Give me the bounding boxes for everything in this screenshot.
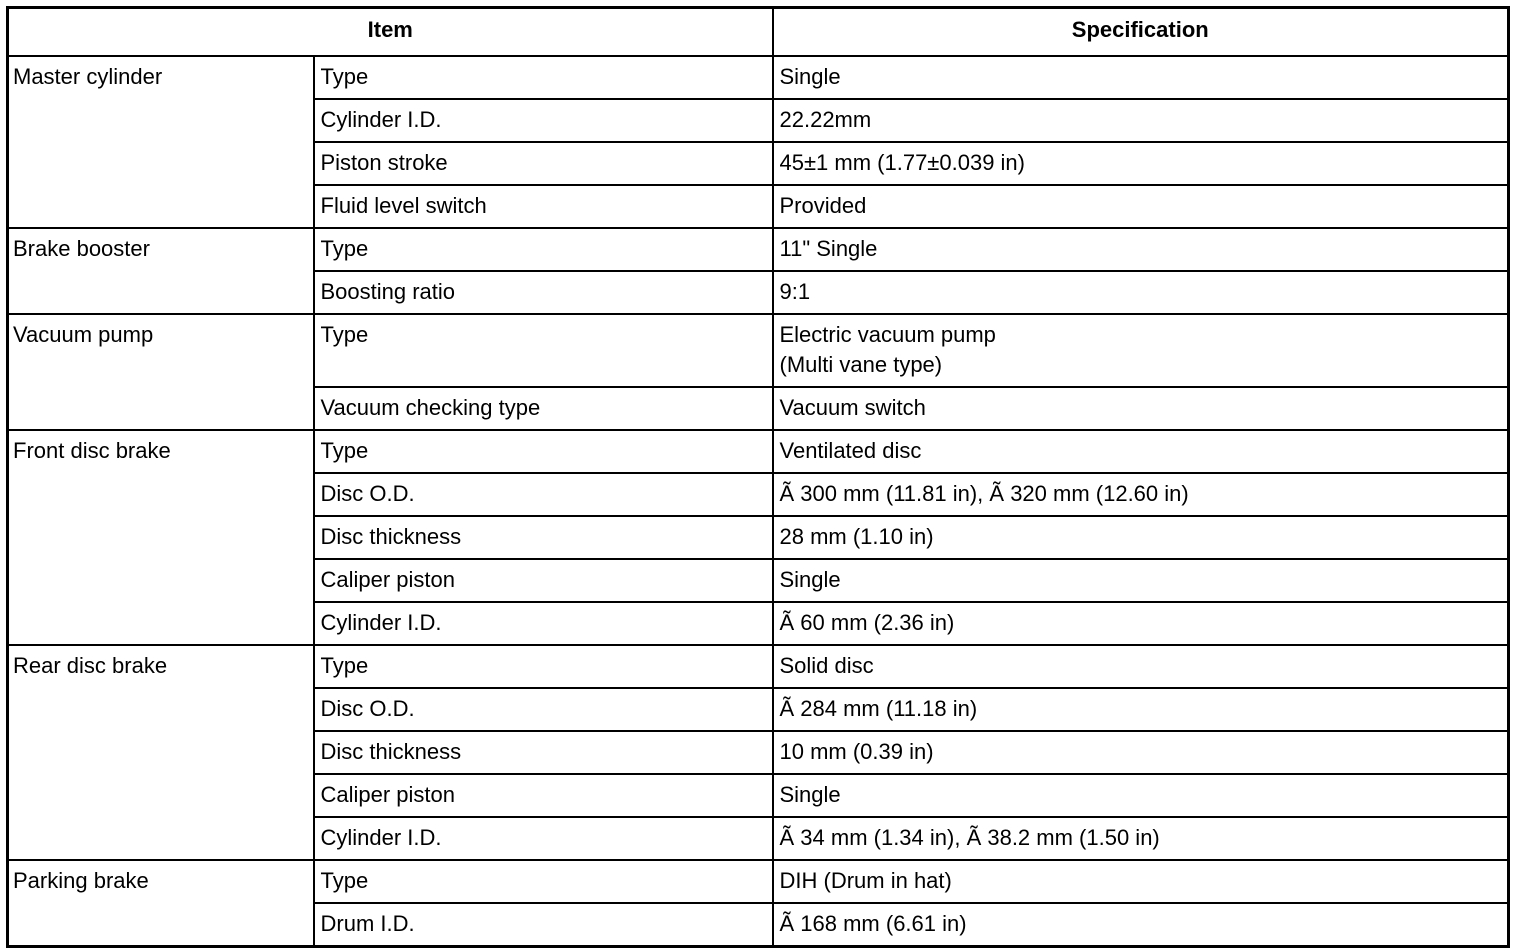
item-cell: Cylinder I.D. xyxy=(314,99,773,142)
item-cell: Caliper piston xyxy=(314,774,773,817)
header-item: Item xyxy=(8,8,773,57)
spec-cell: Single xyxy=(773,559,1509,602)
spec-cell: Ã 34 mm (1.34 in), Ã 38.2 mm (1.50 in) xyxy=(773,817,1509,860)
group-brake-booster: Brake booster xyxy=(8,228,314,314)
item-cell: Type xyxy=(314,314,773,387)
item-cell: Type xyxy=(314,430,773,473)
spec-cell: DIH (Drum in hat) xyxy=(773,860,1509,903)
group-front-disc-brake: Front disc brake xyxy=(8,430,314,645)
spec-cell: Provided xyxy=(773,185,1509,228)
table-row xyxy=(8,228,1509,271)
item-cell: Caliper piston xyxy=(314,559,773,602)
spec-line-1: Electric vacuum pump xyxy=(779,322,996,347)
group-parking-brake: Parking brake xyxy=(8,860,314,947)
spec-cell: 45±1 mm (1.77±0.039 in) xyxy=(773,142,1509,185)
spec-cell xyxy=(773,314,1509,387)
item-cell: Disc thickness xyxy=(314,731,773,774)
table-row xyxy=(8,430,1509,473)
item-cell: Disc O.D. xyxy=(314,688,773,731)
spec-cell: Ã 300 mm (11.81 in), Ã 320 mm (12.60 in) xyxy=(773,473,1509,516)
group-rear-disc-brake: Rear disc brake xyxy=(8,645,314,860)
spec-cell: Solid disc xyxy=(773,645,1509,688)
item-cell: Type xyxy=(314,56,773,99)
item-cell: Type xyxy=(314,860,773,903)
spec-cell: Ventilated disc xyxy=(773,430,1509,473)
table-row xyxy=(8,645,1509,688)
spec-cell: 10 mm (0.39 in) xyxy=(773,731,1509,774)
spec-cell: Ã 60 mm (2.36 in) xyxy=(773,602,1509,645)
specification-table xyxy=(6,6,1510,948)
item-cell: Disc O.D. xyxy=(314,473,773,516)
item-cell: Boosting ratio xyxy=(314,271,773,314)
item-cell: Fluid level switch xyxy=(314,185,773,228)
item-cell: Cylinder I.D. xyxy=(314,602,773,645)
spec-line-2: (Multi vane type) xyxy=(779,352,943,377)
header-specification: Specification xyxy=(773,8,1509,57)
item-cell: Drum I.D. xyxy=(314,903,773,947)
spec-cell: Ã 284 mm (11.18 in) xyxy=(773,688,1509,731)
spec-cell: 11" Single xyxy=(773,228,1509,271)
header-row xyxy=(8,8,1509,57)
item-cell: Type xyxy=(314,228,773,271)
group-master-cylinder: Master cylinder xyxy=(8,56,314,228)
table-row xyxy=(8,56,1509,99)
table-row xyxy=(8,860,1509,903)
spec-cell: Vacuum switch xyxy=(773,387,1509,430)
group-vacuum-pump: Vacuum pump xyxy=(8,314,314,430)
item-cell: Type xyxy=(314,645,773,688)
spec-cell: 28 mm (1.10 in) xyxy=(773,516,1509,559)
spec-cell: Ã 168 mm (6.61 in) xyxy=(773,903,1509,947)
spec-cell: Single xyxy=(773,774,1509,817)
item-cell: Cylinder I.D. xyxy=(314,817,773,860)
spec-cell: 22.22mm xyxy=(773,99,1509,142)
spec-cell: 9:1 xyxy=(773,271,1509,314)
table-row xyxy=(8,314,1509,387)
item-cell: Vacuum checking type xyxy=(314,387,773,430)
spec-cell: Single xyxy=(773,56,1509,99)
item-cell: Disc thickness xyxy=(314,516,773,559)
item-cell: Piston stroke xyxy=(314,142,773,185)
